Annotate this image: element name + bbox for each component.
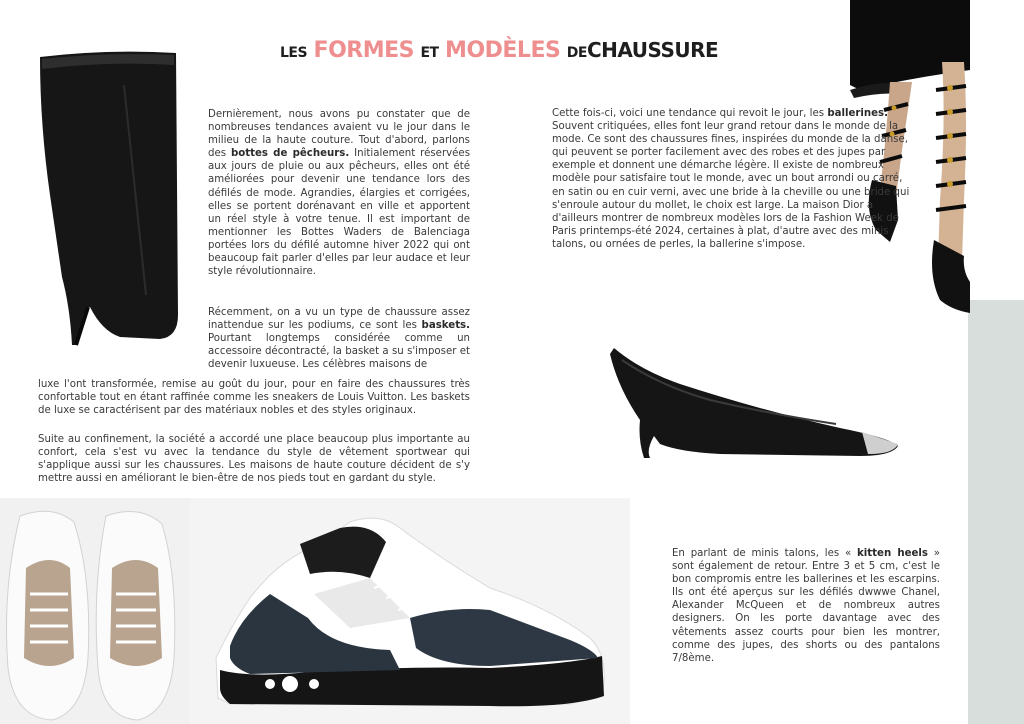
fishermen-boot-image <box>28 45 188 355</box>
kitten-heels-label: kitten heels <box>857 548 928 559</box>
title-word-formes: FORMES <box>313 38 414 63</box>
title-word-les: LES <box>280 45 308 61</box>
paragraph-baskets-luxe: luxe l'ont transformée, remise au goût du jour, pour en faire des chaussures très confortable tout en étant raffinée comme les sneakers de Louis Vuitton. Les baskets de luxe se caractérisent par des matériaux nobles et des styles originaux. <box>38 379 470 417</box>
paragraph-ballerines: Cette fois-ci, voici une tendance qui revoit le jour, les ballerines. Souvent critiquées, elles font leur grand retour dans le monde de la mode. Ce sont des chaussures fines, inspirées du monde de la danse, qui peuvent se porter facilement avec des robes et des jupes par exemple et donnent une démarche légère. Il existe de nombreux modèle pour satisfaire tout le monde, avec un bout arrondi ou carré, en satin ou en cuir verni, avec une bride à la cheville ou une bride qui s'enroule autour du mollet, le choix est large. La maison Dior a d'ailleurs montrer de nombreux modèles lors de la Fashion Week de Paris printemps-été 2024, certaines à plat, d'autre avec des minis talons, ou ornées de perles, la ballerine s'impose. <box>552 108 910 250</box>
paragraph-baskets: Récemment, on a vu un type de chaussure assez inattendue sur les podiums, ce sont les baskets. Pourtant longtemps considérée comme un accessoire décontracté, la basket a su s'imposer et devenir luxueuse. Les célèbres maisons de <box>208 307 470 371</box>
paragraph-kitten-heels: En parlant de minis talons, les « kitten heels » sont également de retour. Entre 3 et 5 cm, c'est le bon compromis entre les ballerines et les escarpins. Ils ont été aperçus sur les défilés dwwwe Chanel, Alexander McQueen et de nombreux autres designers. On les porte davantage avec des vêtements assez courts pour bien les montrer, comme des jupes, des shorts ou des pantalons 7/8ème. <box>672 548 940 664</box>
title-word-modeles: MODÈLES <box>445 38 561 63</box>
title-word-et: ET <box>420 45 439 61</box>
title-word-chaussure: CHAUSSURE <box>586 38 719 62</box>
ballerines-label: ballerines. <box>827 108 888 119</box>
bottes-pecheurs-label: bottes de pêcheurs. <box>230 148 350 160</box>
paragraph-bottes-pecheurs: Dernièrement, nous avons pu constater que de nombreuses tendances avaient vu le jour dans le milieu de la haute couture. Tout d'abord, parlons des bottes de pêcheurs. Initialement réservées aux jours de pluie ou aux pêcheurs, elles ont été améliorées pour devenir une tendance lors des défilés de mode. Agrandies, élargies et corrigées, elles se portent dorénavant en ville et apportent un réel style à votre tenue. Il est important de mentionner les Bottes Waders de Balenciaga portées lors du défilé automne hiver 2022 qui ont beaucoup fait parler d'elles par leur audace et leur style révolutionnaire. <box>208 109 471 278</box>
kitten-heel-pump-image <box>600 340 905 465</box>
page-title <box>280 38 719 63</box>
title-word-de: DE <box>566 45 587 61</box>
baskets-label: baskets. <box>421 320 470 332</box>
sneakers-topview-image <box>0 498 190 724</box>
paragraph-confinement: Suite au confinement, la société a accordé une place beaucoup plus importante au confort, cela s'est vu avec la tendance du style de vêtement sportwear qui s'applique aussi sur les chaussures. Les maisons de haute couture décident de s'y mettre aussi en améliorant le bien-être de nos pieds tout en gardant du style. <box>38 434 470 485</box>
lv-trainer-sneaker-image <box>190 498 630 724</box>
sage-side-band <box>968 300 1024 724</box>
